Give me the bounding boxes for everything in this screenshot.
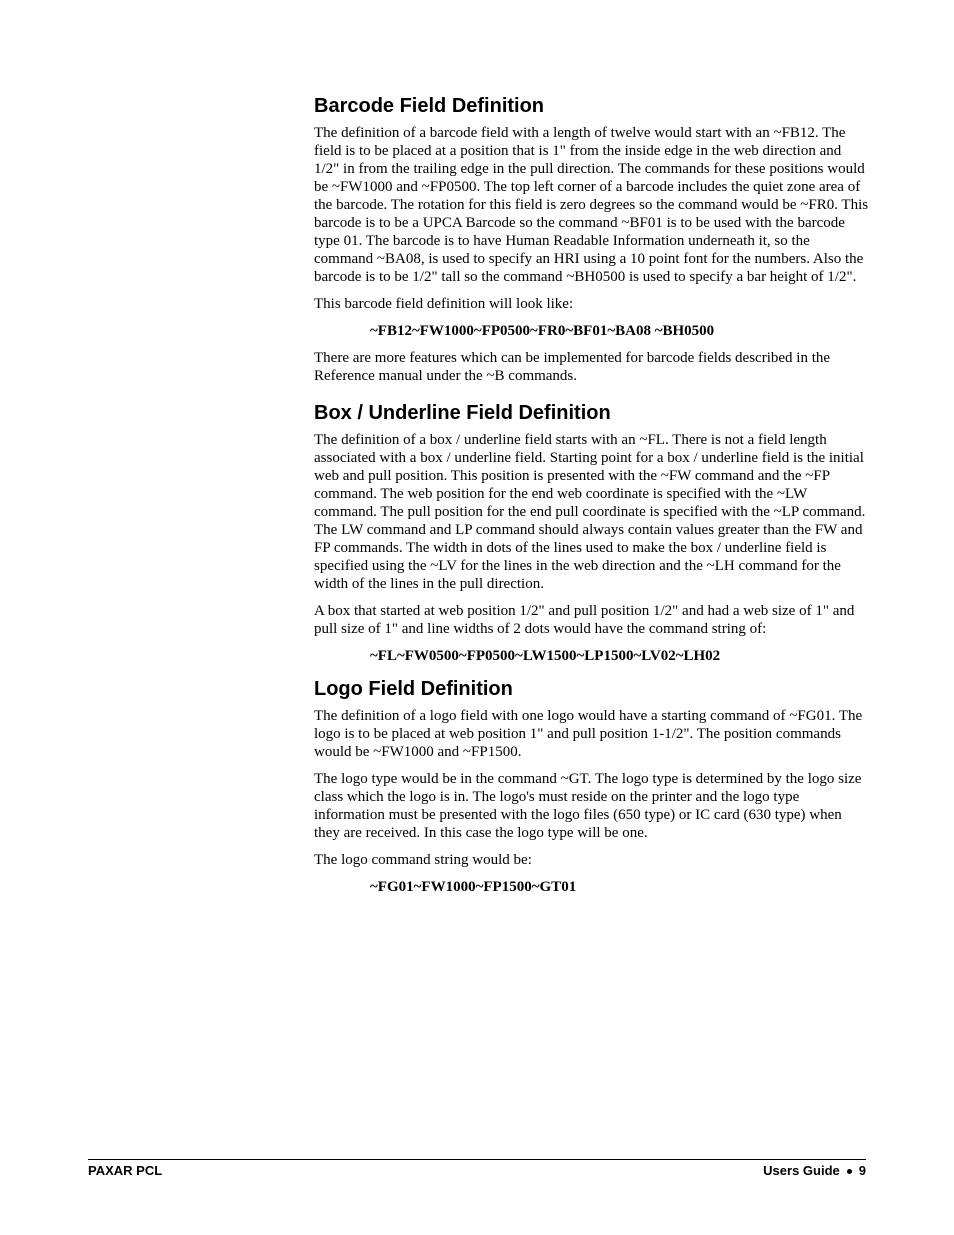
body-paragraph: This barcode field definition will look like: [314,296,574,312]
body-paragraph: The definition of a barcode field with a length of twelve would start with an ~FB12. The field is to be placed at a position that is 1" from the inside edge in the web direction and 1/2" in from the trailing edge in the pull direction. The commands for these positions would be ~FW1000 and ~FP0500. The top left corner of a barcode includes the quiet zone area of the barcode. The rotation for this field is zero degrees so the command would be ~FR0. This barcode is to be a UPCA Barcode so the command ~BF01 is to be used with the barcode type 01. The barcode is to have Human Readable Information underneath it, so the command ~BA08, is used to specify an HRI using a 10 point font for the numbers. Also the barcode is to be 1/2" tall so the command ~BH0500 is used to specify a bar height of 1/2". [314,125,869,285]
body-paragraph: The definition of a box / underline field starts with an ~FL. There is not a field length associated with a box / underline field. Starting point for a box / underline field is the initial web and pull position. This position is presented with the ~FW command and the ~FP command. The web position for the end web coordinate is specified with the ~LW command. The pull position for the end pull coordinate is specified with the ~LP command. The LW command and LP command should always contain values greater than the FW and FP commands. The width in dots of the lines used to make the box / underline field is specified using the ~LV for the lines in the web direction and the ~LH command for the width of the lines in the pull direction. [314,432,866,592]
page-number: 9 [858,1163,866,1178]
page-footer [88,1159,866,1179]
footer-doc-title: PAXAR PCL [88,1163,163,1178]
command-string: ~FG01~FW1000~FP1500~GT01 [370,879,577,895]
footer-guide-label: Users Guide [763,1163,840,1178]
bullet-icon [847,1169,852,1174]
box-underline-field-section [314,399,869,665]
body-paragraph: The logo command string would be: [314,852,532,868]
body-paragraph: A box that started at web position 1/2" and pull position 1/2" and had a web size of 1" and pull size of 1" and line widths of 2 dots would have the command string of: [314,603,855,637]
barcode-field-section [314,92,869,385]
logo-field-section [314,675,869,896]
command-string: ~FL~FW0500~FP0500~LW1500~LP1500~LV02~LH02 [370,648,721,664]
command-string: ~FB12~FW1000~FP0500~FR0~BF01~BA08 ~BH0500 [370,323,715,339]
section-heading: Barcode Field Definition [314,95,545,117]
body-paragraph: The definition of a logo field with one logo would have a starting command of ~FG01. The logo is to be placed at web position 1" and pull position 1-1/2". The position commands would be ~FW1000 and ~FP1500. [314,708,863,760]
section-heading: Box / Underline Field Definition [314,402,611,424]
footer-page-info [763,1163,866,1179]
section-heading: Logo Field Definition [314,678,513,700]
body-paragraph: There are more features which can be implemented for barcode fields described in the Reference manual under the ~B commands. [314,350,831,384]
page-content [314,92,869,905]
body-paragraph: The logo type would be in the command ~GT. The logo type is determined by the logo size class which the logo is in. The logo's must reside on the printer and the logo type information must be presented with the logo files (650 type) or IC card (630 type) when they are received. In this case the logo type will be one. [314,771,862,841]
